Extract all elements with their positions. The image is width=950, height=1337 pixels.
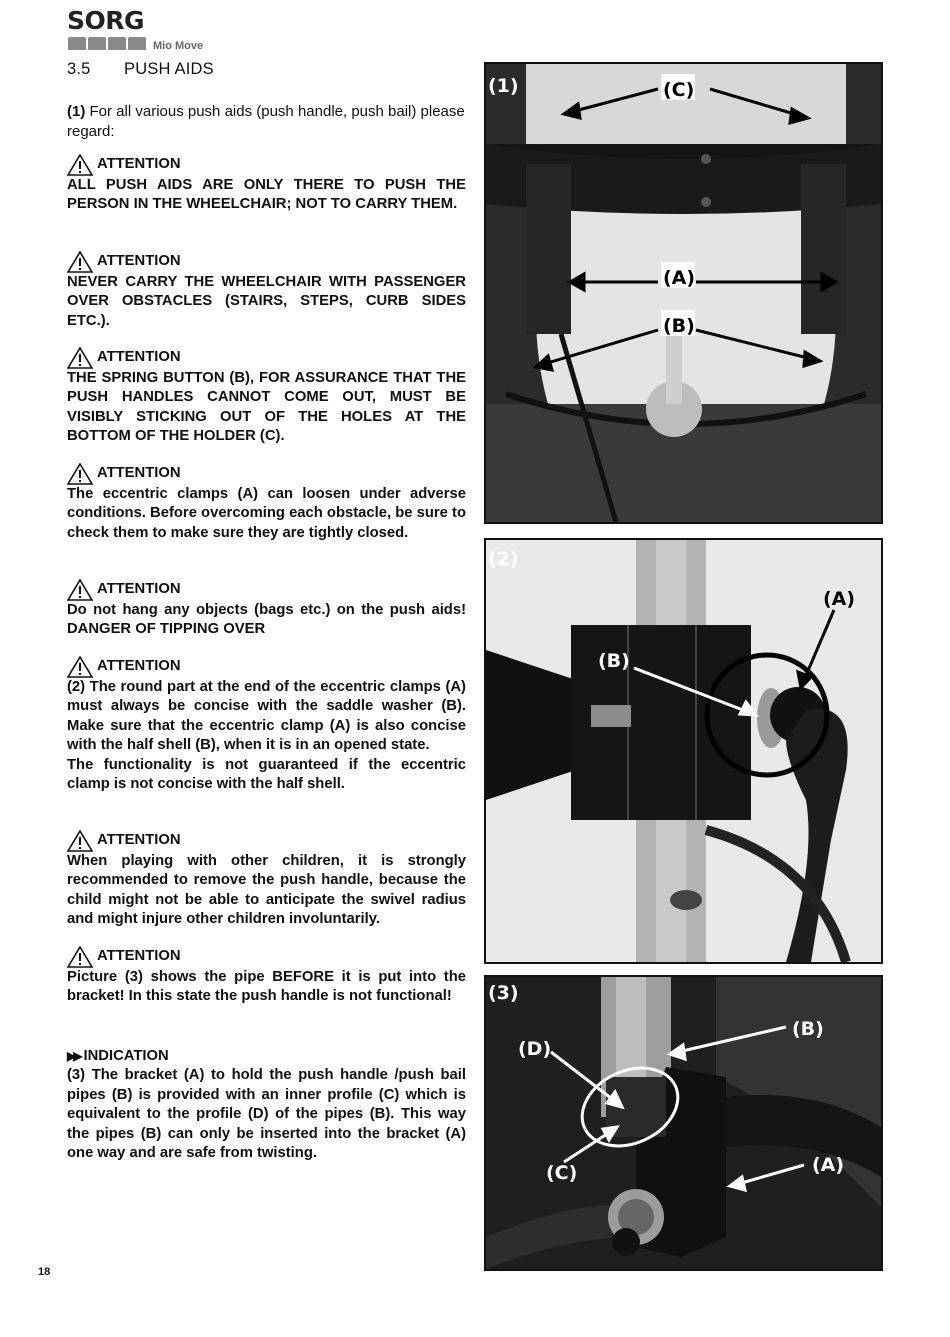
warning-text: The eccentric clamps (A) can loosen under adverse conditions. Before overcoming each obstacle, be sure to check them to make sure they are tightly closed. [67,486,466,541]
photo-3-label: (C) [546,1162,578,1184]
indication-title: INDICATION [83,1048,169,1064]
warning-text: When playing with other children, it is strongly recommended to remove the push handle, because the child might not be able to anticipate the swivel radius and might injure other children involuntarily. [67,853,466,928]
warning-text: NEVER CARRY THE WHEELCHAIR WITH PASSENGER OVER OBSTACLES (STAIRS, STEPS, CURB SIDES ETC.). [67,274,466,329]
indication-text: (3) The bracket (A) to hold the push handle /push bail pipes (B) is provided with an inner profile (C) which is equivalent to the profile (D) of the pipes (B). This way the pipes (B) can only be inserted into the bracket (A) one way and are safe from twisting. [67,1067,466,1162]
warning-triangle-icon [67,656,93,678]
warning-triangle-icon [67,579,93,601]
intro-paragraph [67,102,467,142]
photo-2-label: (A) [823,588,856,610]
brand-name: SORG [67,6,145,35]
warning-title: ATTENTION [97,156,181,173]
section-title: PUSH AIDS [124,60,214,78]
photo-1-label: (C) [663,79,695,101]
warning-block [67,154,466,215]
warning-triangle-icon [67,463,93,485]
photo-2-label: (B) [598,650,630,672]
photo-1-label: (A) [663,267,696,289]
photo-3-label: (D) [518,1038,552,1060]
logo-tiles [68,37,148,55]
warning-text: ALL PUSH AIDS ARE ONLY THERE TO PUSH THE PERSON IN THE WHEELCHAIR; NOT TO CARRY THEM. [67,177,466,213]
warning-title: ATTENTION [97,349,181,366]
warning-title: ATTENTION [97,253,181,270]
warning-triangle-icon [67,251,93,273]
warning-block [67,946,466,1007]
warning-title: ATTENTION [97,581,181,598]
warning-text: Do not hang any objects (bags etc.) on the push aids! DANGER OF TIPPING OVER [67,602,466,638]
photo-1-label: (B) [663,315,695,337]
warning-triangle-icon [67,830,93,852]
section-number: 3.5 [67,60,91,78]
warning-block [67,347,466,447]
product-name: Mio Move [153,40,204,52]
section-heading [67,60,214,79]
warning-text: The functionality is not guaranteed if the eccentric clamp is not concise with the half shell. [67,756,466,793]
warning-title: ATTENTION [97,832,181,849]
warning-text: Picture (3) shows the pipe BEFORE it is put into the bracket! In this state the push handle is not functional! [67,969,466,1005]
photo-1 [484,62,883,524]
warning-triangle-icon [67,946,93,968]
intro-ref: (1) [67,103,86,120]
photo-3-number: (3) [488,982,519,1004]
photo-2-number: (2) [488,548,519,570]
warning-block [67,830,466,930]
warning-title: ATTENTION [97,658,181,675]
warning-block [67,656,466,794]
photo-3-label: (A) [812,1154,845,1176]
warning-block [67,463,466,543]
photo-2 [484,538,883,964]
warning-title: ATTENTION [97,948,181,965]
photo-3 [484,975,883,1271]
warning-text: (2) The round part at the end of the eccentric clamps (A) must always be concise with the saddle washer (B). Make sure that the eccentric clamp (A) is also concise with the half shell (B), when it is in an opened state. [67,679,466,754]
warning-triangle-icon [67,347,93,369]
warning-triangle-icon [67,154,93,176]
photo-1-number: (1) [488,75,519,97]
warning-title: ATTENTION [97,465,181,482]
warning-text: THE SPRING BUTTON (B), FOR ASSURANCE THAT THE PUSH HANDLES CANNOT COME OUT, MUST BE VISIBLY STICKING OUT OF THE HOLES AT THE BOTTOM OF THE HOLDER (C). [67,370,466,445]
double-arrow-icon: ▶▶ [67,1049,80,1063]
intro-text: For all various push aids (push handle, push bail) please regard: [67,103,465,140]
photo-3-label: (B) [792,1018,824,1040]
warning-block [67,251,466,331]
page-number: 18 [38,1266,51,1278]
indication-block [67,1047,466,1163]
brand-logo [67,6,217,52]
warning-block [67,579,466,640]
